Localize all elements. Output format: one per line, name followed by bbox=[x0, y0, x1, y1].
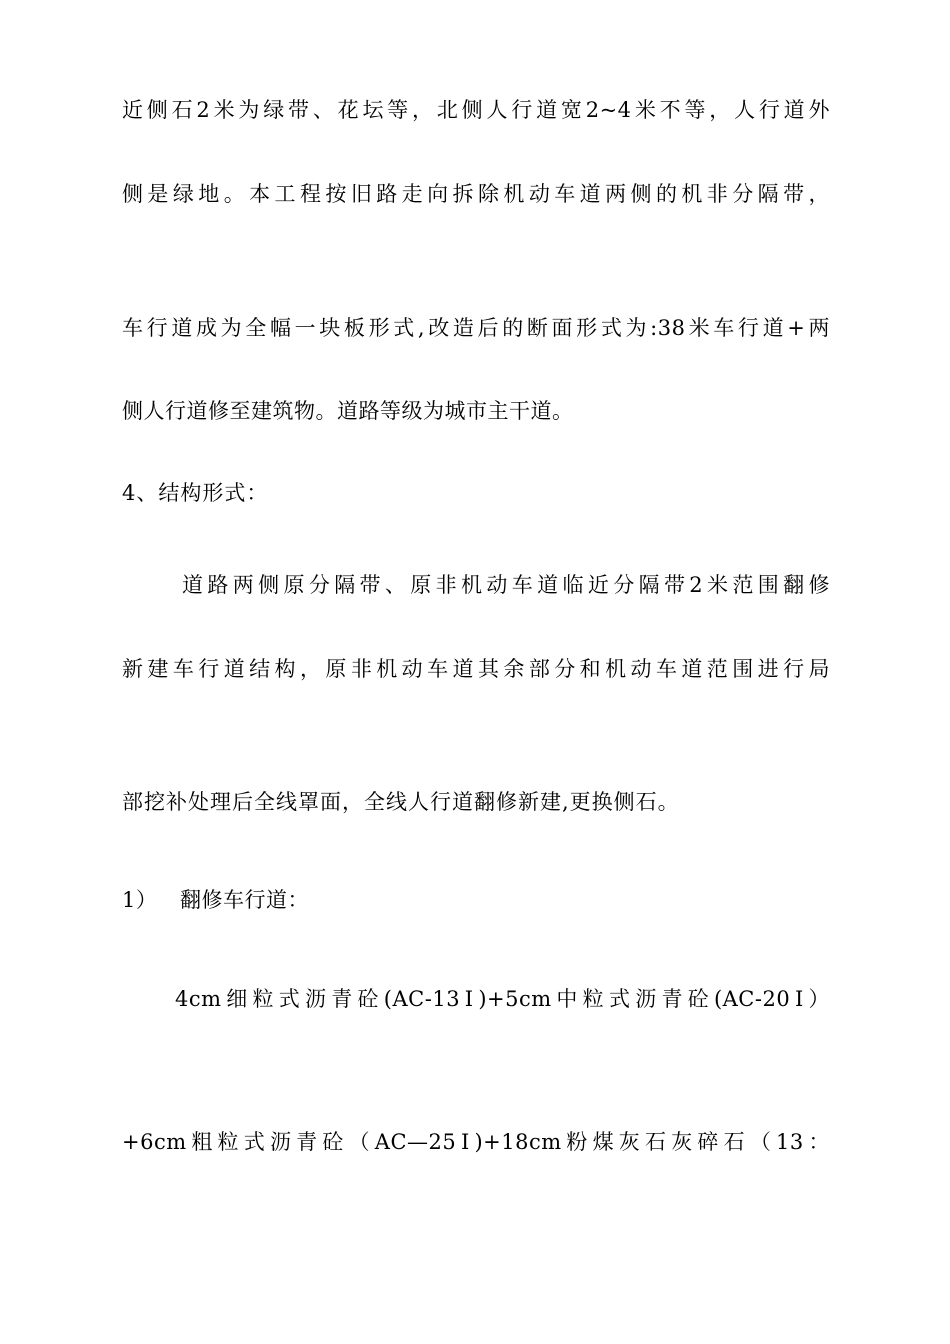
list-item-number: 1） bbox=[122, 888, 158, 912]
list-item-text: 翻修车行道： bbox=[180, 888, 309, 912]
list-item bbox=[122, 886, 830, 914]
paragraph-line: 新建车行道结构，原非机动车道其余部分和机动车道范围进行局 bbox=[122, 657, 830, 681]
paragraph-line: 侧是绿地。本工程按旧路走向拆除机动车道两侧的机非分隔带， bbox=[122, 182, 830, 206]
paragraph-line: 部挖补处理后全线罩面，全线人行道翻修新建,更换侧石。 bbox=[122, 790, 680, 814]
paragraph-line: 道路两侧原分隔带、原非机动车道临近分隔带2米范围翻修 bbox=[182, 573, 830, 597]
section-heading: 4、结构形式： bbox=[122, 481, 269, 505]
paragraph-line: 近侧石2米为绿带、花坛等，北侧人行道宽2~4米不等，人行道外 bbox=[122, 98, 830, 122]
paragraph-line: 4cm细粒式沥青砼(AC-13Ⅰ)+5cm中粒式沥青砼(AC-20Ⅰ） bbox=[175, 987, 830, 1011]
paragraph-line: +6cm粗粒式沥青砼（AC—25Ⅰ)+18cm粉煤灰石灰碎石（13： bbox=[122, 1130, 830, 1154]
paragraph-line: 车行道成为全幅一块板形式,改造后的断面形式为:38米车行道+两 bbox=[122, 316, 830, 340]
paragraph-line: 侧人行道修至建筑物。道路等级为城市主干道。 bbox=[122, 399, 574, 423]
